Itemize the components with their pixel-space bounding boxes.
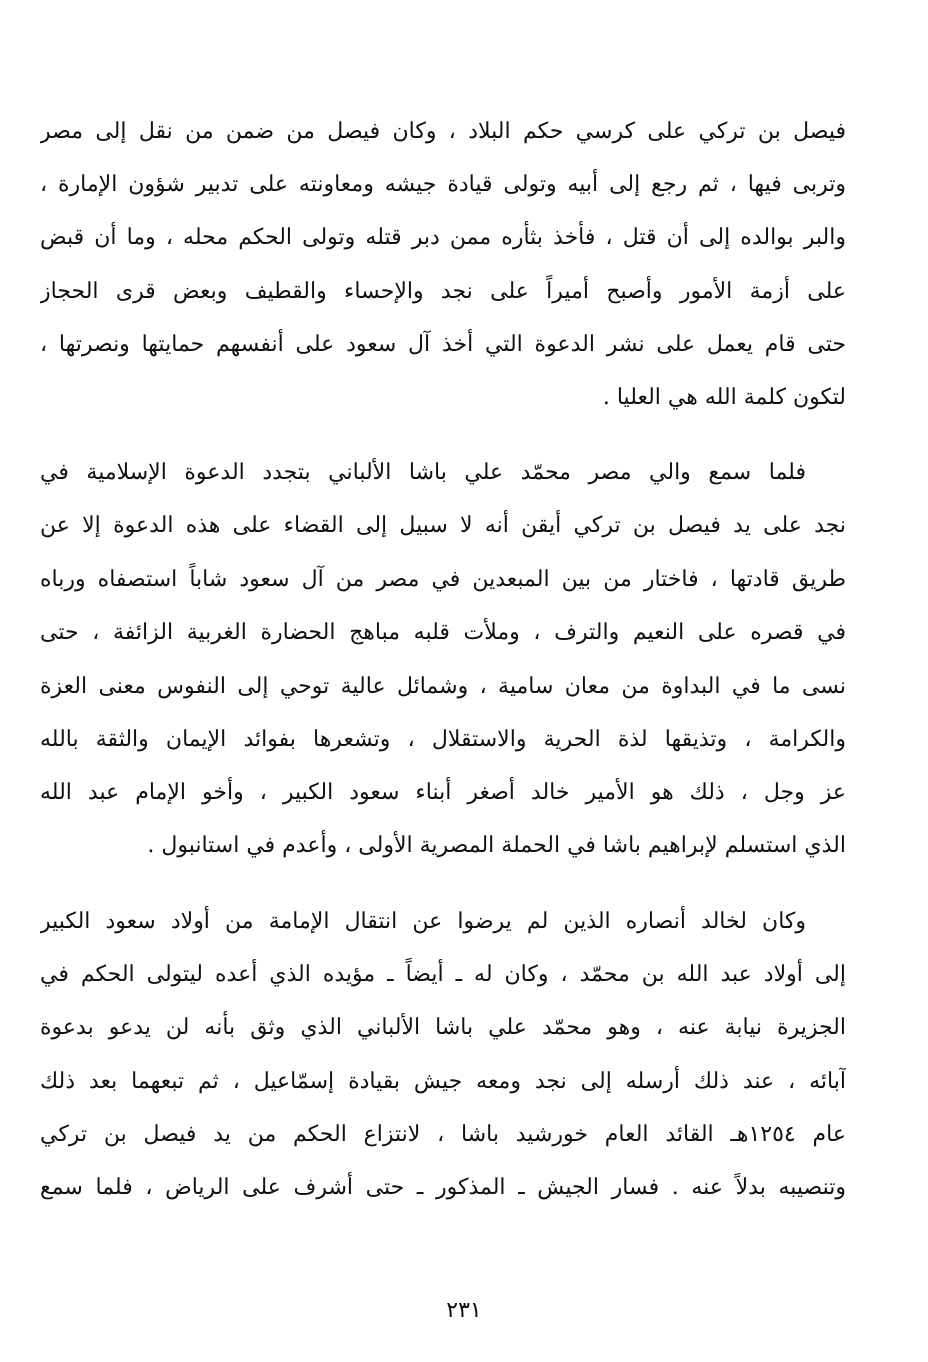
text-line: طريق قادتها ، فاختار من بين المبعدين في مصر من آل سعود شاباً استصفاه ورباه [40,567,846,592]
text-line: الذي استسلم لإبراهيم باشا في الحملة المصرية الأولى ، وأعدم في استانبول . [147,833,846,858]
text-line: وكان لخالد أنصاره الذين لم يرضوا عن انتقال الإمامة من أولاد سعود الكبير [40,909,806,934]
text-line: وتنصيبه بدلاً عنه . فسار الجيش ـ المذكور ـ حتى أشرف على الرياض ، فلما سمع [40,1175,846,1200]
text-line: آبائه ، عند ذلك أرسله إلى نجد ومعه جيش بقيادة إسمّاعيل ، ثم تبعهما بعد ذلك [40,1069,846,1094]
text-line: على أزمة الأمور وأصبح أميراً على نجد والإحساء والقطيف وبعض قرى الحجاز [40,279,846,304]
text-line: في قصره على النعيم والترف ، وملأت قلبه مباهج الحضارة الغربية الزائفة ، حتى [40,620,846,645]
text-line: فيصل بن تركي على كرسي حكم البلاد ، وكان فيصل من ضمن من نقل إلى مصر [40,119,846,144]
text-line: حتى قام يعمل على نشر الدعوة التي أخذ آل سعود على أنفسهم حمايتها ونصرتها ، [40,332,846,357]
text-line: إلى أولاد عبد الله بن محمّد ، وكان له ـ أيضاً ـ مؤيده الذي أعده ليتولى الحكم في [40,962,846,987]
text-line: والكرامة ، وتذيقها لذة الحرية والاستقلال ، وتشعرها بفوائد الإيمان والثقة بالله [40,727,846,752]
text-line: نجد على يد فيصل بن تركي أيقن أنه لا سبيل إلى القضاء على هذه الدعوة إلا عن [40,513,846,538]
text-line: عز وجل ، ذلك هو الأمير خالد أصغر أبناء سعود الكبير ، وأخو الإمام عبد الله [40,780,846,805]
text-line: الجزيرة نيابة عنه ، وهو محمّد علي باشا الألباني الذي وثق بأنه لن يدعو بدعوة [40,1015,846,1040]
page-number: ٢٣١ [446,1298,482,1323]
text-line: لتكون كلمة الله هي العليا . [602,385,846,410]
text-line: عام ١٢٥٤هـ القائد العام خورشيد باشا ، لانتزاع الحكم من يد فيصل بن تركي [40,1122,846,1147]
text-line: وتربى فيها ، ثم رجع إلى أبيه وتولى قيادة جيشه ومعاونته على تدبير شؤون الإمارة ، [40,172,846,197]
text-line: فلما سمع والي مصر محمّد علي باشا الألباني بتجدد الدعوة الإسلامية في [40,460,806,485]
text-line: نسى ما في البداوة من معان سامية ، وشمائل عالية توحي إلى النفوس معنى العزة [40,674,846,699]
text-line: والبر بوالده إلى أن قتل ، فأخذ بثأره ممن دبر قتله وتولى الحكم محله ، وما أن قبض [40,225,846,250]
